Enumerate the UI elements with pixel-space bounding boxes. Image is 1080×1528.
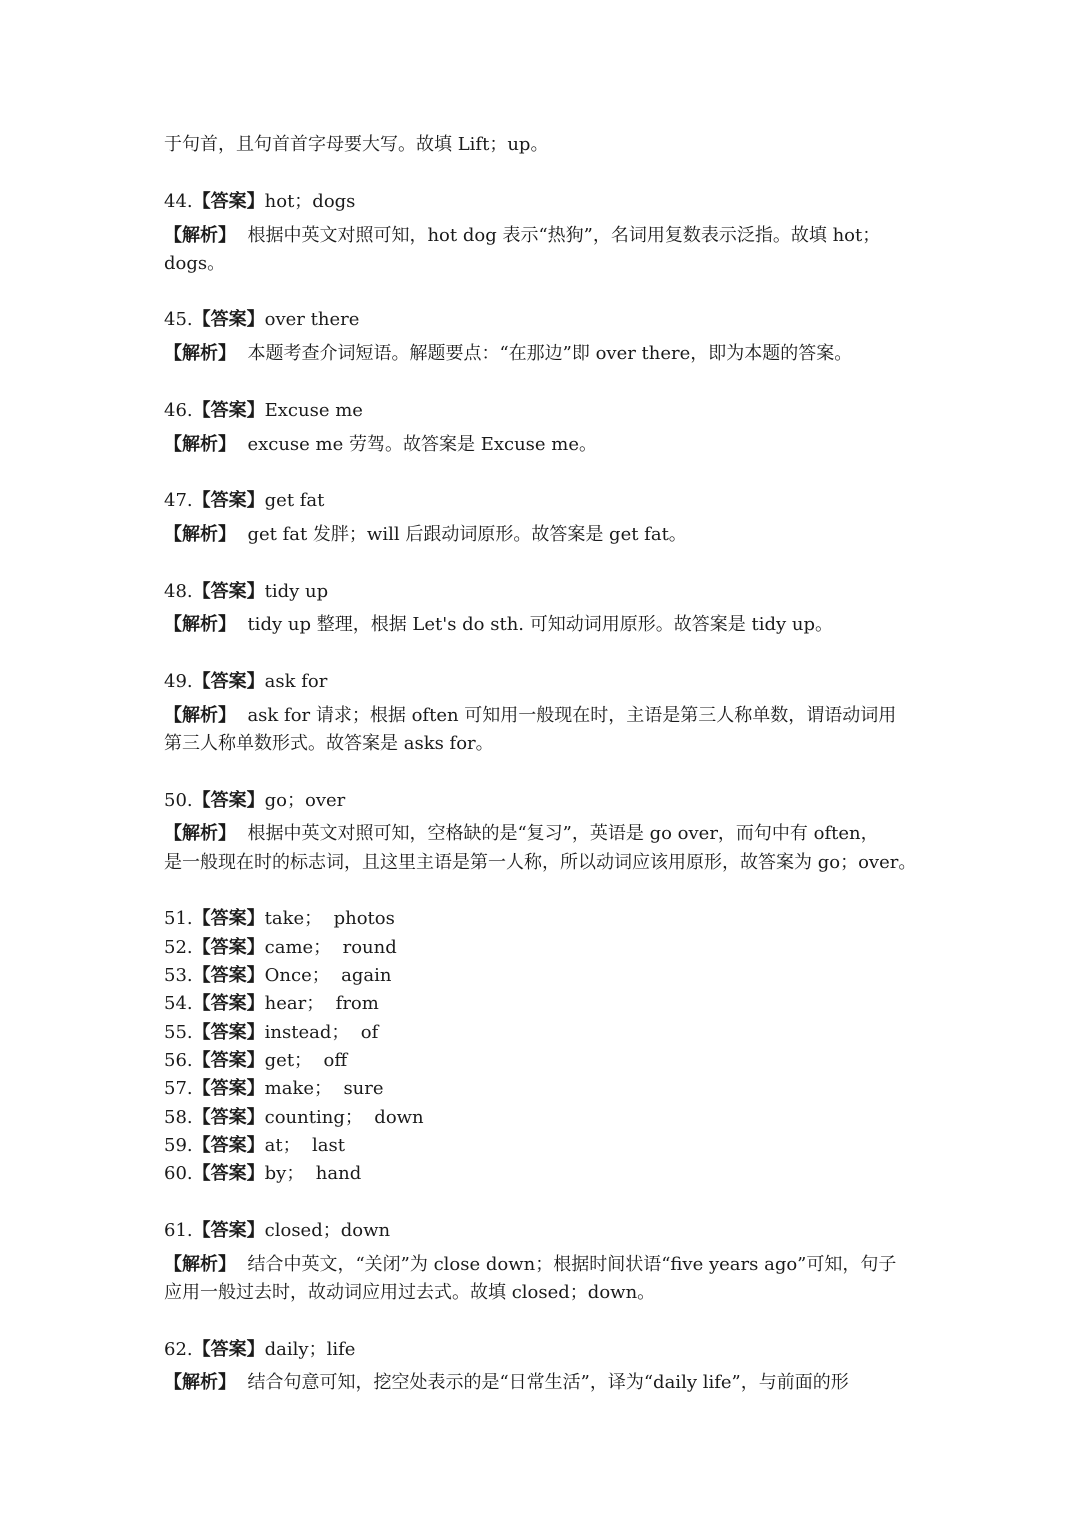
intro-line: 于句首，且句首首字母要大写。故填 Lift；up。 [164,134,549,155]
analysis-text: 根据中英文对照可知，空格缺的是“复习”，英语是 go over，而句中有 often， [247,823,879,844]
analysis-text: excuse me 劳驾。故答案是 Excuse me。 [247,434,598,455]
analysis-text: 应用一般过去时，故动词应用过去式。故填 closed；down。 [164,1282,656,1303]
question-number: 48. [164,581,193,602]
answer-tag: 【答案】 [192,191,265,212]
analysis-text: 根据中英文对照可知，hot dog 表示“热狗”，名词用复数表示泛指。故填 hot； [247,225,881,246]
analysis-line-49-1 [164,703,924,731]
analysis-tag: 【解析】 [164,343,236,364]
analysis-line-61-2 [164,1280,924,1308]
answer-line-46 [164,398,924,426]
answer-tag: 【答案】 [192,993,265,1014]
answer-text: hear； from [264,993,379,1014]
answer-text: closed；down [264,1220,391,1241]
answer-line-52 [164,935,924,963]
question-number: 45. [164,309,193,330]
answer-line-50 [164,788,924,816]
answer-text: tidy up [264,581,329,602]
answer-text: counting； down [264,1107,424,1128]
analysis-text: 是一般现在时的标志词，且这里主语是第一人称，所以动词应该用原形，故答案为 go；over。 [164,852,917,873]
answer-text: hot；dogs [264,191,356,212]
question-number: 51. [164,908,193,929]
answer-line-57 [164,1076,924,1104]
answer-text: over there [264,309,360,330]
answer-tag: 【答案】 [192,1107,265,1128]
analysis-line-47-1 [164,522,924,550]
answer-tag: 【答案】 [192,671,265,692]
analysis-tag: 【解析】 [164,1372,236,1393]
answer-text: ask for [264,671,328,692]
answer-tag: 【答案】 [192,908,265,929]
answer-text: daily；life [264,1339,356,1360]
answer-text: Excuse me [264,400,363,421]
analysis-line-44-2 [164,251,924,279]
answer-line-59 [164,1133,924,1161]
answer-text: Once； again [264,965,392,986]
answer-tag: 【答案】 [192,581,265,602]
answer-line-54 [164,991,924,1019]
answer-line-60 [164,1161,924,1189]
analysis-tag: 【解析】 [164,823,236,844]
analysis-tag: 【解析】 [164,1254,236,1275]
question-number: 54. [164,993,193,1014]
answer-line-56 [164,1048,924,1076]
answer-tag: 【答案】 [192,1163,265,1184]
analysis-line-62-1 [164,1370,924,1398]
analysis-text: ask for 请求；根据 often 可知用一般现在时，主语是第三人称单数，谓语动词用 [247,705,897,726]
question-number: 62. [164,1339,193,1360]
answer-line-51 [164,906,924,934]
answer-line-45 [164,307,924,335]
answer-tag: 【答案】 [192,1022,265,1043]
question-number: 59. [164,1135,193,1156]
analysis-text: 本题考查介词短语。解题要点：“在那边”即 over there，即为本题的答案。 [247,343,853,364]
answer-text: instead； of [264,1022,379,1043]
analysis-text: 结合句意可知，挖空处表示的是“日常生活”，译为“daily life”，与前面的形 [247,1372,849,1393]
answer-line-47 [164,488,924,516]
analysis-line-61-1 [164,1252,924,1280]
answer-tag: 【答案】 [192,490,265,511]
answer-tag: 【答案】 [192,790,265,811]
question-number: 58. [164,1107,193,1128]
answer-line-58 [164,1105,924,1133]
question-number: 57. [164,1078,193,1099]
analysis-tag: 【解析】 [164,225,236,246]
analysis-line-49-2 [164,731,924,759]
answer-tag: 【答案】 [192,937,265,958]
answer-tag: 【答案】 [192,1050,265,1071]
analysis-tag: 【解析】 [164,524,236,545]
question-number: 53. [164,965,193,986]
answer-tag: 【答案】 [192,1220,265,1241]
question-number: 52. [164,937,193,958]
answer-line-61 [164,1218,924,1246]
analysis-line-50-2 [164,850,924,878]
question-number: 61. [164,1220,193,1241]
question-number: 60. [164,1163,193,1184]
analysis-text: 第三人称单数形式。故答案是 asks for。 [164,733,494,754]
answer-tag: 【答案】 [192,400,265,421]
analysis-tag: 【解析】 [164,614,236,635]
question-number: 50. [164,790,193,811]
question-number: 47. [164,490,193,511]
answer-tag: 【答案】 [192,309,265,330]
answer-line-62 [164,1337,924,1365]
question-number: 55. [164,1022,193,1043]
question-number: 49. [164,671,193,692]
answer-text: at； last [264,1135,346,1156]
analysis-text: get fat 发胖；will 后跟动词原形。故答案是 get fat。 [247,524,687,545]
answer-tag: 【答案】 [192,965,265,986]
analysis-text: 结合中英文，“关闭”为 close down；根据时间状语“five years ago”可知，句子 [247,1254,897,1275]
answer-line-49 [164,669,924,697]
answer-text: get； off [264,1050,348,1071]
analysis-line-45-1 [164,341,924,369]
analysis-line-44-1 [164,223,924,251]
answer-tag: 【答案】 [192,1135,265,1156]
answer-tag: 【答案】 [192,1078,265,1099]
question-number: 44. [164,191,193,212]
answer-line-55 [164,1020,924,1048]
question-number: 56. [164,1050,193,1071]
answer-text: get fat [264,490,325,511]
answer-text: take； photos [264,908,395,929]
analysis-line-50-1 [164,821,924,849]
answer-text: came； round [264,937,397,958]
answer-text: by； hand [264,1163,362,1184]
answer-line-48 [164,579,924,607]
analysis-line-46-1 [164,432,924,460]
analysis-tag: 【解析】 [164,705,236,726]
analysis-line-48-1 [164,612,924,640]
answer-line-53 [164,963,924,991]
analysis-text: dogs。 [164,253,226,274]
answer-line-44 [164,189,924,217]
question-number: 46. [164,400,193,421]
answer-text: make； sure [264,1078,384,1099]
analysis-text: tidy up 整理，根据 Let's do sth. 可知动词用原形。故答案是 tidy up。 [247,614,833,635]
answer-tag: 【答案】 [192,1339,265,1360]
answer-text: go；over [264,790,346,811]
analysis-tag: 【解析】 [164,434,236,455]
